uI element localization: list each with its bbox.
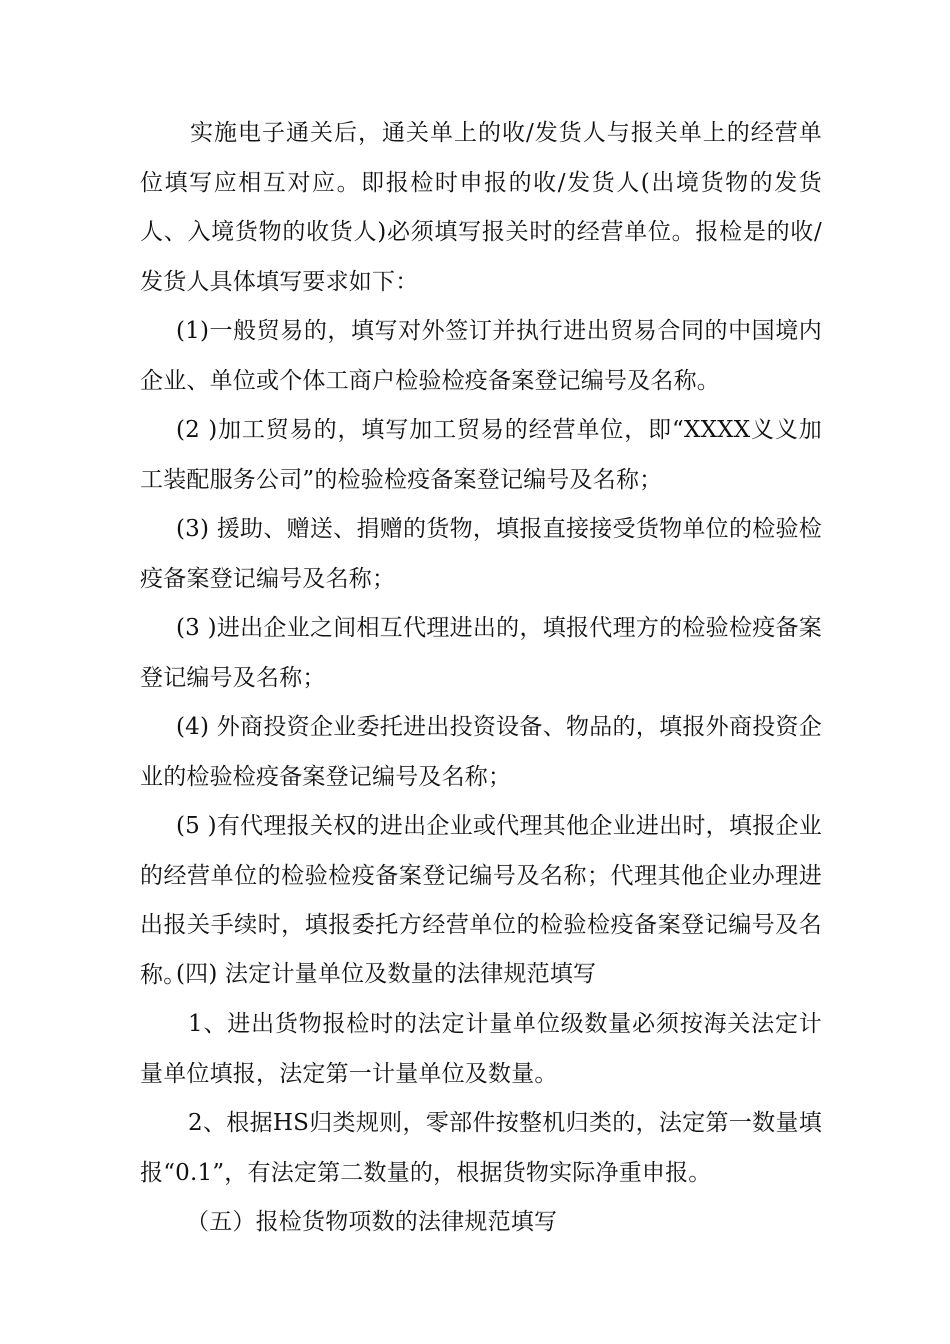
item-aid-donation: (3) 援助、赠送、捐赠的货物，填报直接接受货物单位的检验检疫备案登记编号及名称； [140, 516, 822, 592]
item-processing-trade: (2 )加工贸易的，填写加工贸易的经营单位，即“XXXX义义加工装配服务公司”的检验检疫备案登记编号及名称； [140, 417, 822, 493]
section-heading-four: (四) 法定计量单位及数量的法律规范填写 [176, 961, 597, 987]
item-mutual-agency: (3 )进出企业之间相互代理进出的，填报代理方的检验检疫备案登记编号及名称； [140, 615, 822, 691]
item-foreign-investment: (4) 外商投资企业委托进出投资设备、物品的，填报外商投资企业的检验检疫备案登记编号及名称； [140, 714, 822, 790]
item-agency-declaration: (5 )有代理报关权的进出企业或代理其他企业进出时，填报企业的经营单位的检验检疫备案登记编号及名称；代理其他企业办理进出报关手续时，填报委托方经营单位的检验检疫备案登记编号及名称。 [140, 813, 822, 988]
rule-hs-classification: 2、根据HS归类规则，零部件按整机归类的，法定第一数量填报“0.1”，有法定第二数量的，根据货物实际净重申报。 [140, 1110, 822, 1186]
item-general-trade: (1)一般贸易的，填写对外签订并执行进出贸易合同的中国境内企业、单位或个体工商户检验检疫备案登记编号及名称。 [140, 318, 822, 394]
section-heading-five: （五）报检货物项数的法律规范填写 [186, 1209, 558, 1235]
rule-legal-unit: 1、进出货物报检时的法定计量单位级数量必须按海关法定计量单位填报，法定第一计量单位及数量。 [140, 1011, 822, 1087]
intro-paragraph: 实施电子通关后，通关单上的收/发货人与报关单上的经营单位填写应相互对应。即报检时申报的收/发货人(出境货物的发货人、入境货物的收货人)必须填写报关时的经营单位。报检是的收/发货人具体填写要求如下： [140, 120, 822, 295]
